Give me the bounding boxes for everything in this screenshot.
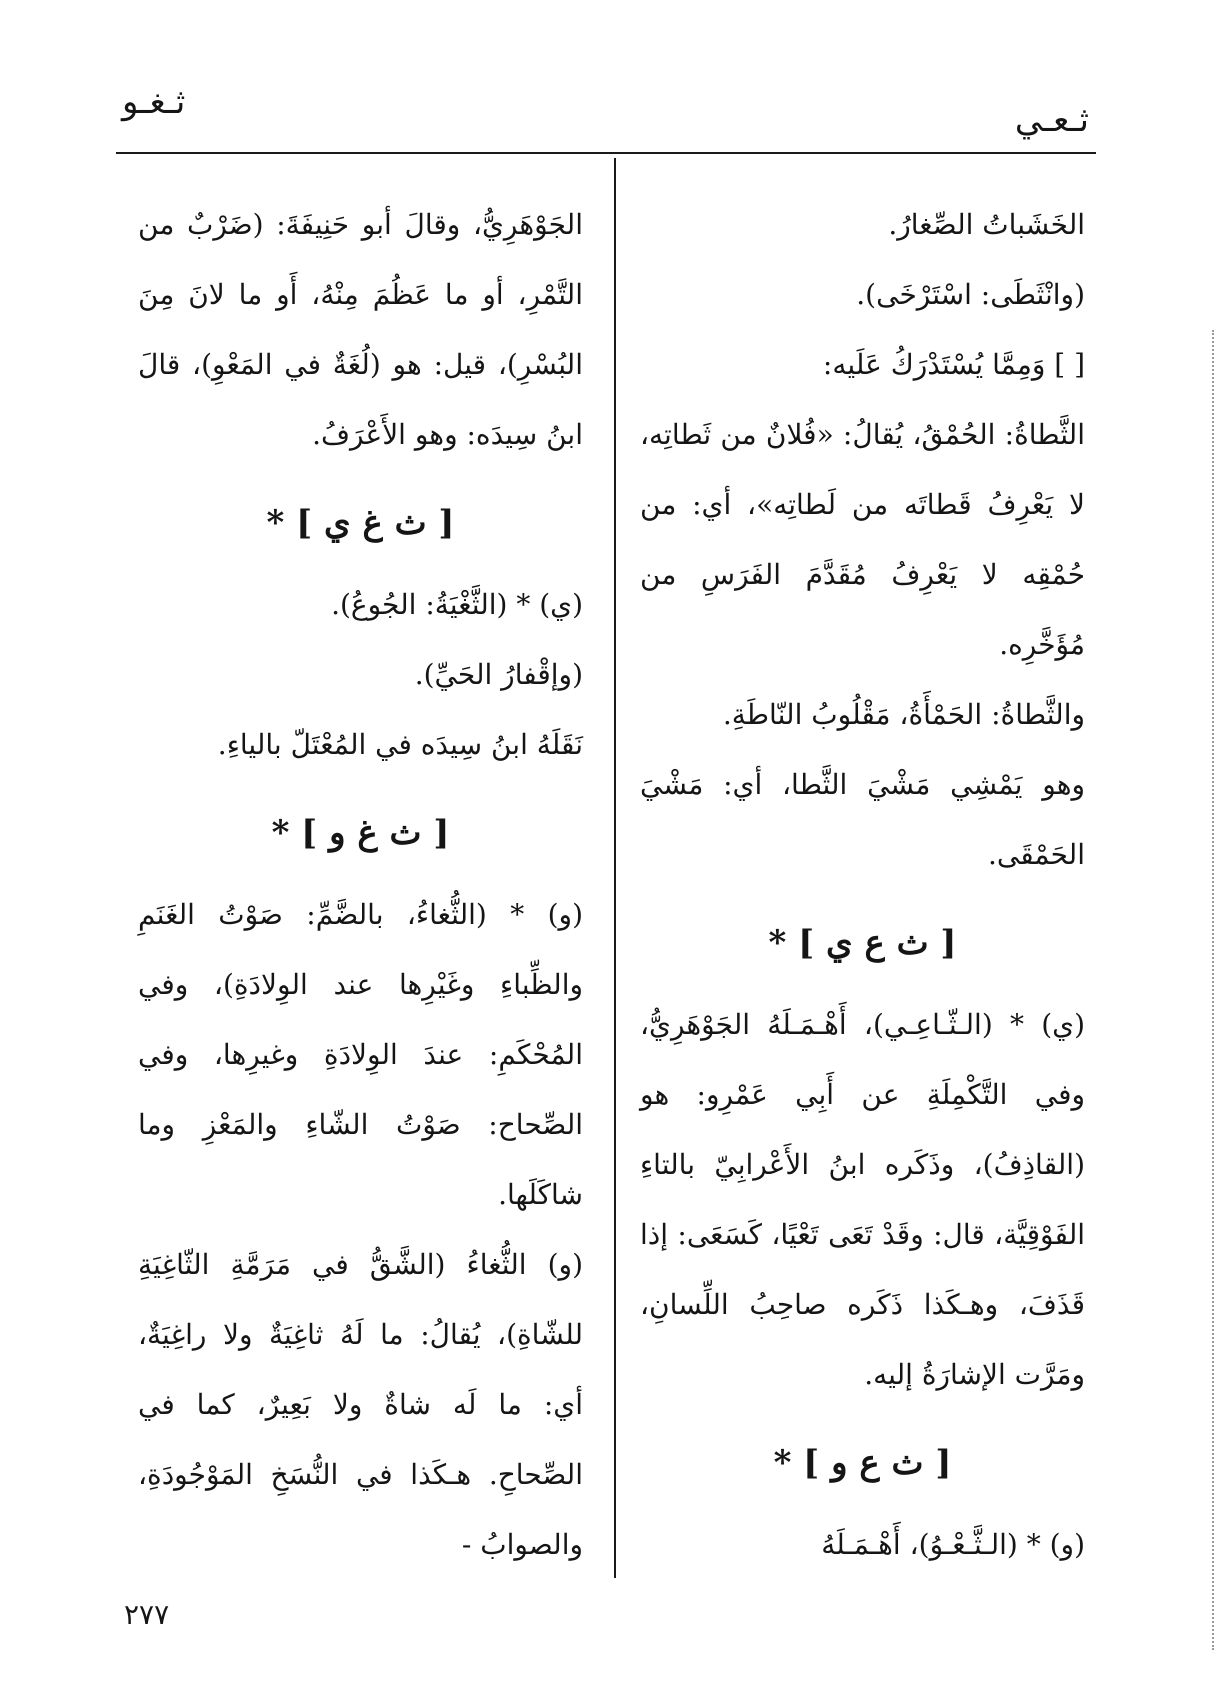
text-line: [ ] وَمِمَّا يُسْتَدْرَكُ عَلَيه: — [822, 348, 1085, 381]
left-column — [138, 190, 583, 1580]
entry-heading: [ ث غ و ] * — [271, 813, 450, 853]
header-rule — [116, 152, 1096, 154]
entry-heading: [ ث غ ي ] * — [266, 503, 455, 543]
text-line: الخَشَباتُ الصِّغارُ. — [888, 208, 1085, 241]
paragraph: الجَوْهَرِيُّ، وقالَ أبو حَنِيفَةَ: (ضَرْبٌ من التَّمْرِ، أو ما عَظُمَ مِنْهُ، أَو ما لانَ مِنَ البُسْرِ)، قيل: هو (لُغَةٌ في المَعْوِ)، قالَ ابنُ سِيدَه: وهو الأَعْرَفُ. — [138, 208, 583, 451]
paragraph: (ي) * (الـثّـاعِـي)، أَهْـمَـلَهُ الجَوْهَرِيُّ، وفي التَّكْمِلَةِ عن أَبِي عَمْرِو: هو (القاذِفُ)، وذَكَره ابنُ الأَعْرابِيّ بالتاءِ الفَوْقِيَّة، قال: وقَدْ تَعَى تَعْيًا، كَسَعَى: إذا قَذَفَ، وهـكَذا ذَكَره صاحِبُ اللِّسانِ، ومَرَّت الإشارَةُ إليه. — [640, 1008, 1085, 1391]
running-header-left: ثـغـو — [122, 82, 186, 122]
text-line: والثَّطاةُ: الحَمْأَةُ، مَقْلُوبُ النّاطَةِ. — [722, 698, 1085, 731]
paragraph: (و) الثُّغاءُ (الشَّقُّ في مَرَمَّةِ الثّاغِيَةِ للشّاةِ)، يُقالُ: ما لَهُ ثاغِيَةٌ ولا راغِيَةٌ، أي: ما لَه شاةٌ ولا بَعِيرٌ، كما في الصِّحاحِ. هـكَذا في النُّسَخِ المَوْجُودَةِ، والصوابُ - — [138, 1248, 583, 1561]
text-line: (ي) * (الثَّغْيَةُ: الجُوعُ). — [331, 588, 583, 621]
entry-heading: [ ث ع و ] * — [773, 1443, 952, 1483]
paragraph: وهو يَمْشِي مَشْيَ الثَّطا، أي: مَشْيَ الحَمْقَى. — [640, 768, 1085, 871]
scan-edge — [1212, 330, 1214, 1650]
text-line: (وإقْفارُ الحَيِّ). — [414, 658, 583, 691]
text-line: (و) * (الـثَّـعْـوُ)، أَهْـمَـلَهُ — [821, 1528, 1085, 1561]
page-number: ٢٧٧ — [124, 1598, 170, 1631]
text-line: (وانْثَطَى: اسْتَرْخَى). — [856, 278, 1085, 311]
column-divider — [614, 158, 616, 1578]
right-column — [640, 190, 1085, 1580]
paragraph: (و) * (الثُّغاءُ، بالضَّمِّ: صَوْتُ الغَنَمِ والظِّباءِ وغَيْرِها عند الوِلادَةِ)، وفي المُحْكَمِ: عندَ الوِلادَةِ وغيرِها، وفي الصِّحاح: صَوْتُ الشّاءِ والمَعْزِ وما شاكَلَها. — [138, 898, 583, 1211]
text-line: نَقَلَهُ ابنُ سِيدَه في المُعْتَلّ بالياءِ. — [217, 728, 583, 761]
paragraph: الثَّطاةُ: الحُمْقُ، يُقالُ: «فُلانٌ من ثَطاتِه، لا يَعْرِفُ قَطاتَه من لَطاتِه»، أي: من حُمْقِه لا يَعْرِفُ مُقَدَّمَ الفَرَسِ من مُؤَخَّرِه. — [640, 418, 1085, 661]
running-header-right: ثـعـي — [1014, 100, 1089, 140]
entry-heading: [ ث ع ي ] * — [768, 923, 957, 963]
